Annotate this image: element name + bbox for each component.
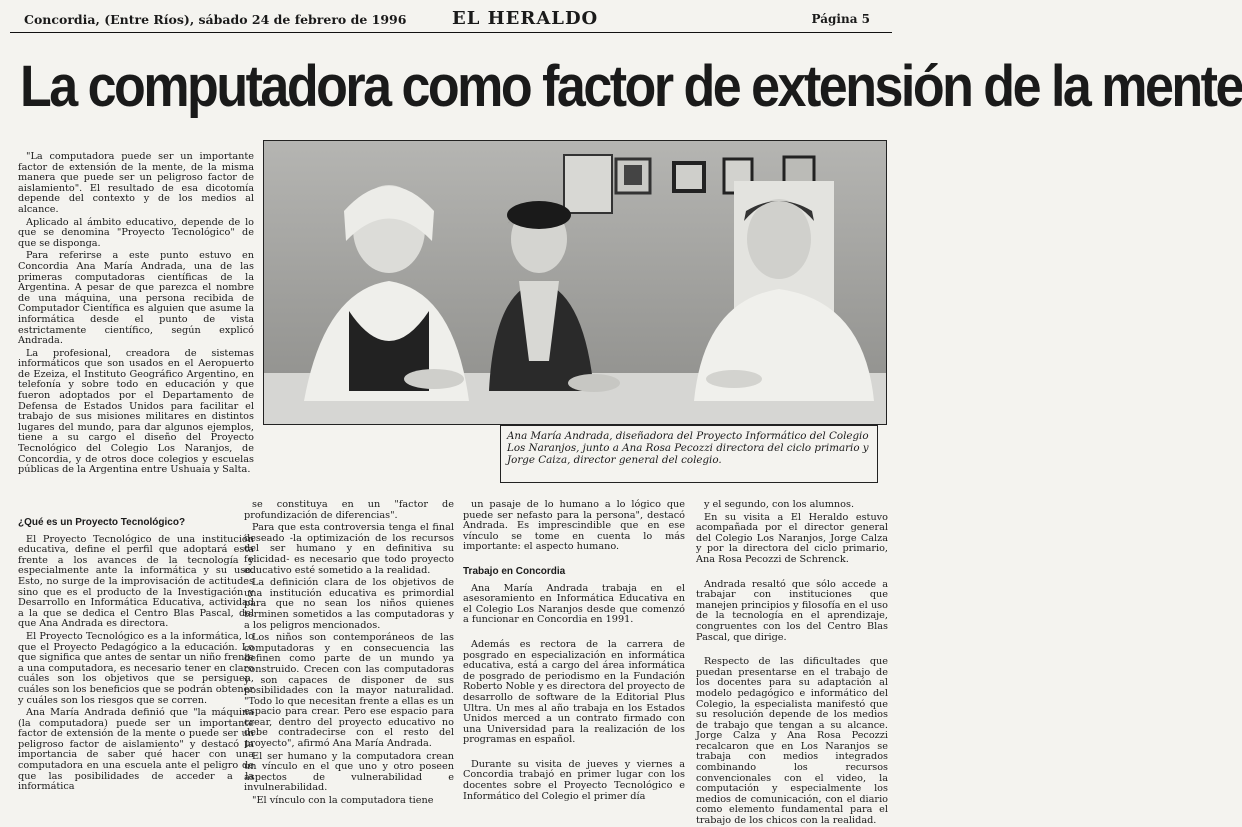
paragraph: Para referirse a este punto estuvo en Concordia Ana María Andrada, una de las primeras computadoras científicas de la Argentina. A pesar de que parezca el nombre de una máquina, una persona recibida de Computador Científica es alguien que asume la informática desde el punto de vista estrictamente científico, según explicó Andrada. bbox=[18, 250, 254, 347]
paragraph: y el segundo, con los alumnos. bbox=[704, 499, 855, 510]
paragraph: El Proyecto Tecnológico es a la informática, lo que el Proyecto Pedagógico a la educación. Lo que significa que antes de sentar un niño frente a una computadora, es necesario tener en claro cuáles son los objetivos que se persiguen, cuáles son los beneficios que se podrán obtener y cuáles son los riesgos que se corren. bbox=[18, 630, 254, 706]
page-header bbox=[10, 6, 892, 33]
paragraph: Para que esta controversia tenga el final deseado -la optimización de los recursos del ser humano y en definitiva su felicidad- es necesario que todo proyecto educativo esté sometido a la realidad. bbox=[244, 522, 454, 576]
column-4 bbox=[696, 499, 888, 827]
column-2 bbox=[244, 500, 454, 822]
photo bbox=[263, 140, 887, 425]
photo-caption: Ana María Andrada, diseñadora del Proyecto Informático del Colegio Los Naranjos, junto a Ana Rosa Pecozzi directora del ciclo primario y Jorge Caiza, director general del colegio. bbox=[500, 425, 878, 483]
column-3 bbox=[463, 500, 685, 822]
column-1-top bbox=[18, 152, 254, 512]
paragraph: Durante su visita de jueves y viernes a Concordia trabajó en primer lugar con los docentes sobre el Proyecto Tecnológico e Informático del Colegio el primer día bbox=[463, 758, 685, 802]
paragraph: La profesional, creadora de sistemas informáticos que son usados en el Aeropuerto de Ezeiza, el Instituto Geográfico Argentino, en telefonía y sobre todo en educación y que fueron adoptados por el Departamento de Defensa de Estados Unidos para facilitar el trabajo de sus misiones militares en distintos lugares del mundo, para dar algunos ejemplos, tiene a su cargo el diseño del Proyecto Tecnológico del Colegio Los Naranjos, de Concordia, y de otros doce colegios y escuelas públicas de la Argentina entre Ushuaia y Salta. bbox=[18, 347, 254, 476]
paragraph: Aplicado al ámbito educativo, depende de lo que se denomina "Proyecto Tecnológico" de que se disponga. bbox=[18, 216, 254, 249]
paragraph: Ana María Andrada definió que "la máquina (la computadora) puede ser un importante factor de extensión de la mente o puede ser un peligroso factor de aislamiento" y destacó la importancia de saber qué hacer con una computadora en una escuela ante el peligro de que las posibilidades de acceder a la informática bbox=[18, 707, 254, 793]
paragraph: Los niños son contemporáneos de las computadoras y en consecuencia las definen como parte de un mundo ya construido. Crecen con las computadoras y son capaces de disponer de sus posibilidades con la mayor naturalidad. "Todo lo que necesitan frente a ellas es un espacio para crear. Pero ese espacio para crear, dentro del proyecto educativo no debe contradecirse con el resto del proyecto", afirmó Ana María Andrada. bbox=[244, 632, 454, 750]
paragraph: Andrada resaltó que sólo accede a trabajar con instituciones que manejen principios y filosofía en el uso de la tecnología en el aprendizaje, congruentes con los del Centro Blas Pascal, que dirige. bbox=[696, 578, 888, 643]
page-number: Página 5 bbox=[811, 12, 870, 26]
paragraph: El ser humano y la computadora crean un vínculo en el que uno y otro poseen aspectos de vulnerabilidad e invulnerabilidad. bbox=[244, 750, 454, 794]
paragraph: un pasaje de lo humano a lo lógico que puede ser nefasto para la persona", destacó Andrada. Es imprescindible que en ese vínculo se tome en cuenta lo más importante: el aspecto humano. bbox=[463, 499, 685, 553]
date-line: Concordia, (Entre Ríos), sábado 24 de febrero de 1996 bbox=[24, 12, 407, 27]
paragraph: Además es rectora de la carrera de posgrado en especialización en informática educativa, está a cargo del área informática de posgrado de periodismo en la Fundación Roberto Noble y es directora del proyecto de desarrollo de software de la Editorial Plus Ultra. Un mes al año trabaja en los Estados Unidos merced a un contrato firmado con una Universidad para la realización de los programas en español. bbox=[463, 638, 685, 746]
paragraph: En su visita a El Heraldo estuvo acompañada por el director general del Colegio Los Naranjos, Jorge Calza y por la directora del ciclo primario, Ana Rosa Pecozzi de Schrenck. bbox=[696, 511, 888, 565]
paragraph: Respecto de las dificultades que puedan presentarse en el trabajo de los docentes para su adaptación al modelo pedagógico e informático del Colegio, la especialista manifestó que su resolución depende de los medios de trabajo que tengan a su alcance. Jorge Calza y Ana Rosa Pecozzi recalcaron que en Los Naranjos se trabaja con medios integrados combinando los recursos convencionales con el video, la computación y especialmente los medios de comunicación, con el diario como elemento fundamental para el trabajo de los chicos con la realidad. bbox=[696, 656, 888, 827]
column-1-bottom bbox=[18, 510, 254, 822]
subheading: Trabajo en Concordia bbox=[463, 565, 566, 577]
subheading: ¿Qué es un Proyecto Tecnológico? bbox=[18, 517, 186, 528]
newspaper-name: EL HERALDO bbox=[452, 8, 599, 29]
headline: La computadora como factor de extensión de la mente bbox=[20, 54, 1242, 120]
paragraph: La definición clara de los objetivos de una institución educativa es primordial para que no sean los niños quienes terminen sometidos a las computadoras y a los peligros mencionados. bbox=[244, 577, 454, 631]
paragraph: Ana María Andrada trabaja en el asesoramiento en Informática Educativa en el Colegio Los Naranjos desde que comenzó a funcionar en Concordia en 1991. bbox=[463, 582, 685, 626]
photo-illustration bbox=[264, 141, 886, 424]
paragraph: "El vínculo con la computadora tiene bbox=[252, 795, 434, 807]
paragraph: se constituya en un "factor de profundización de diferencias". bbox=[244, 499, 454, 521]
paragraph: "La computadora puede ser un importante factor de extensión de la mente, de la misma manera que puede ser un peligroso factor de aislamiento". El resultado de esa dicotomía depende del contexto y de los medios al alcance. bbox=[18, 151, 254, 215]
paragraph: El Proyecto Tecnológico de una institución educativa, define el perfil que adoptará esta frente a los avances de la tecnología y especialmente ante la informática y su uso. Esto, no surge de la improvisación de actitudes sino que es el producto de la Investigación y Desarrollo en Informática Educativa, actividad a la que se dedica el Centro Blas Pascal, del que Ana Andrada es directora. bbox=[18, 533, 254, 630]
